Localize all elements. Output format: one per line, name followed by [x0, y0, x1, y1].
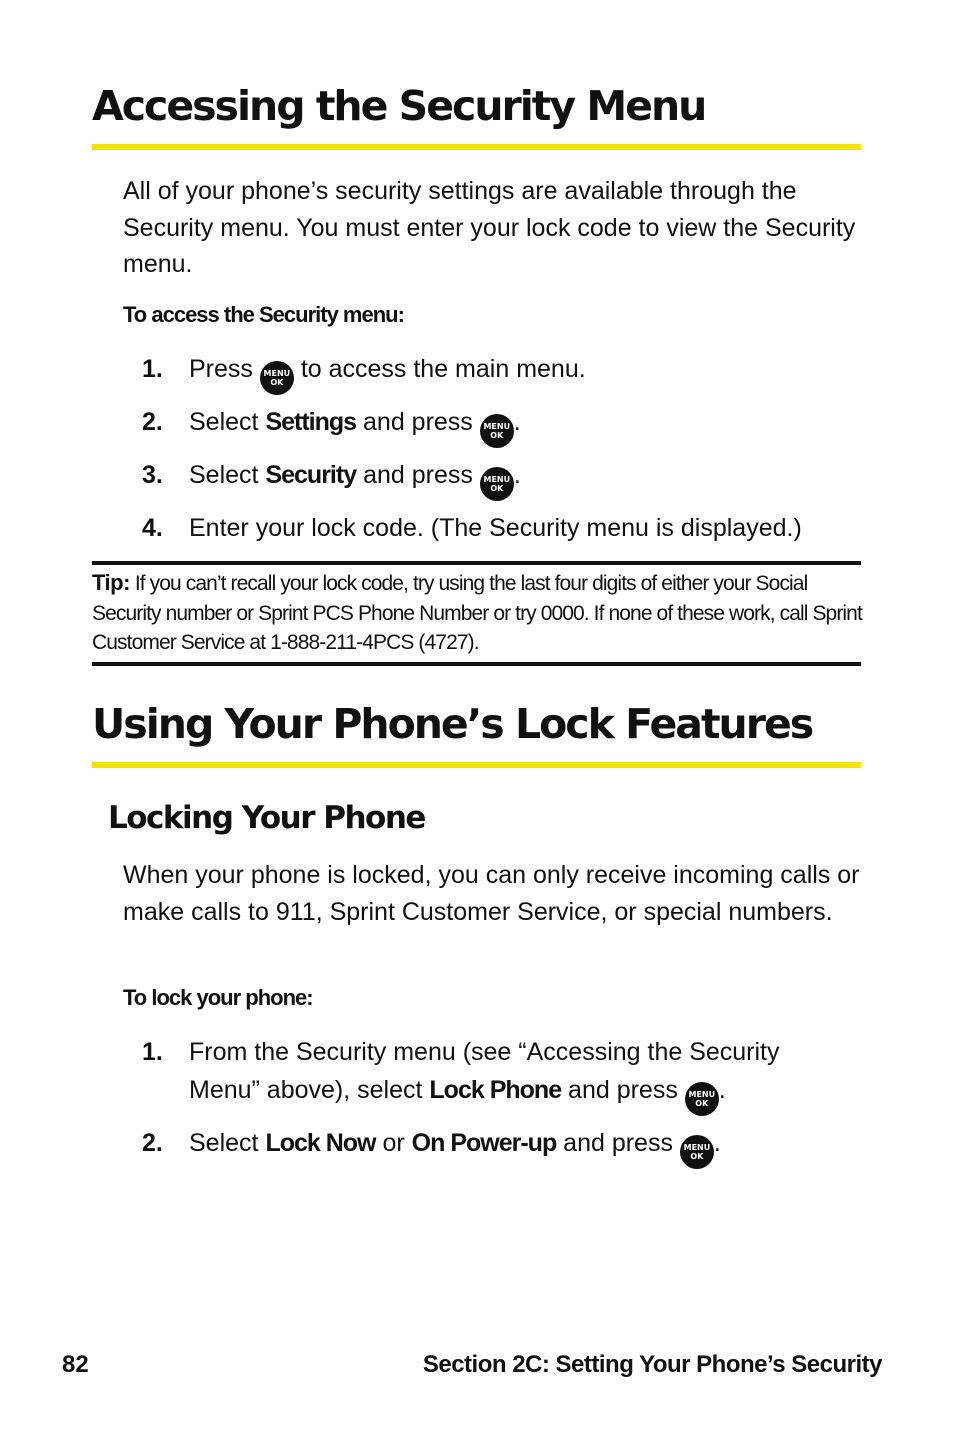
step-text: Menu” above), select [189, 1076, 423, 1104]
menu-ok-key-icon: MENU OK [685, 1082, 719, 1116]
menu-item-on-power-up: On Power-up [411, 1129, 557, 1157]
step-number: 4. [142, 514, 163, 542]
step-text: Enter your lock code. (The Security menu is displayed.) [189, 514, 802, 542]
step-text: Select [189, 461, 259, 489]
tip-note [92, 568, 864, 658]
step-number: 2. [142, 408, 163, 436]
menu-ok-key-icon: MENU OK [480, 414, 514, 448]
footer-section-title: Section 2C: Setting Your Phone’s Security [422, 1351, 882, 1378]
step-text: and press [363, 408, 473, 436]
step-number: 3. [142, 461, 163, 489]
step-text: From the Security menu (see “Accessing the Security [189, 1038, 780, 1066]
tip-label: Tip: [92, 570, 130, 595]
subsection-title-locking-phone: Locking Your Phone [108, 800, 425, 836]
menu-item-lock-phone: Lock Phone [429, 1076, 562, 1104]
tip-top-rule [92, 561, 861, 565]
menu-ok-key-icon: MENU OK [480, 467, 514, 501]
step-text: to access the main menu. [300, 355, 586, 383]
menu-item-settings: Settings [265, 408, 357, 436]
menu-ok-key-icon: MENU OK [260, 361, 294, 395]
page-number: 82 [62, 1351, 89, 1378]
step-text: Select [189, 1129, 259, 1157]
tip-text: If you can’t recall your lock code, try using the last four digits of either your Social Security number or Sprint PCS Phone Number or try 0000. If none of these work, call Sprint Customer Service at 1-888-211-4PCS (4727). [92, 572, 862, 654]
step-text: Select [189, 408, 259, 436]
step-number: 1. [142, 355, 163, 383]
intro-paragraph: All of your phone’s security settings are available through the Security menu. You must enter your lock code to view the Security menu. [123, 177, 856, 278]
yellow-rule [92, 762, 861, 768]
lock-step-1: 1. From the Security menu (see “Accessing the Security Menu” above), select Lock Phone and press MENU OK . [142, 1033, 862, 1113]
step-number: 1. [142, 1038, 163, 1066]
step-text: and press [363, 461, 473, 489]
tip-bottom-rule [92, 662, 861, 666]
step-text: Press [189, 355, 253, 383]
step-text: and press [568, 1076, 678, 1104]
step-number: 2. [142, 1129, 163, 1157]
step-text: and press [563, 1129, 673, 1157]
menu-item-lock-now: Lock Now [265, 1129, 376, 1157]
lock-intro-paragraph: When your phone is locked, you can only receive incoming calls or make calls to 911, Sprint Customer Service, or special numbers. [123, 861, 860, 926]
page-title-accessing-security-menu: Accessing the Security Menu [92, 82, 706, 130]
menu-item-security: Security [265, 461, 357, 489]
yellow-rule [92, 144, 861, 150]
section-title-lock-features: Using Your Phone’s Lock Features [92, 700, 813, 748]
procedure-label: To lock your phone: [123, 985, 313, 1010]
menu-ok-key-icon: MENU OK [680, 1135, 714, 1169]
procedure-label: To access the Security menu: [123, 302, 404, 327]
